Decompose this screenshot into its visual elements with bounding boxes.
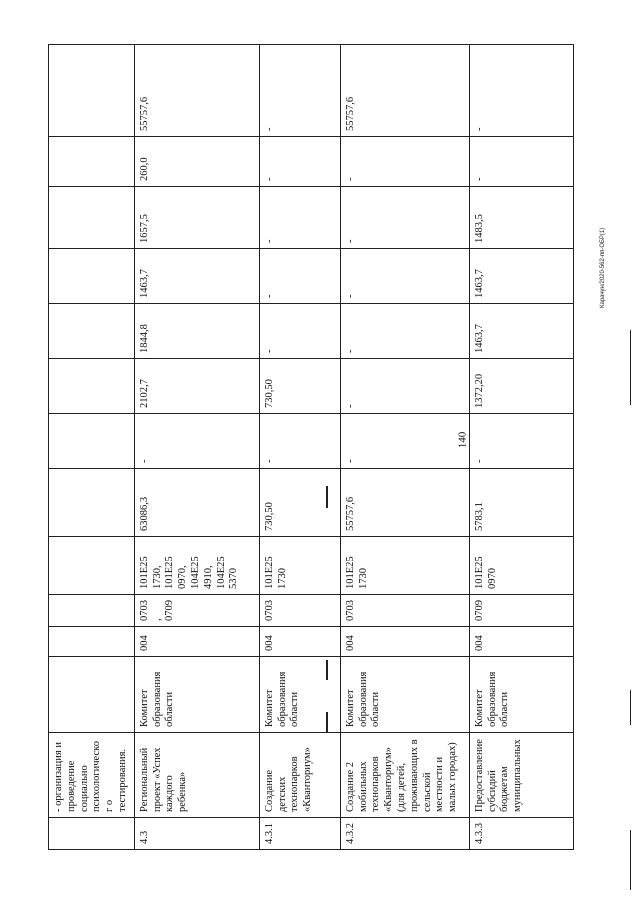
table-cell: - (259, 137, 340, 187)
binding-mark (326, 712, 328, 732)
table-cell: 1463,7 (469, 249, 573, 304)
table-cell: Региональный проект «Успех каждого ребенка» (134, 733, 259, 818)
table-cell: - (340, 187, 469, 249)
table-row (134, 45, 259, 850)
table-cell (49, 414, 135, 469)
table-cell: - (340, 249, 469, 304)
table-cell: 1463,7 (469, 304, 573, 359)
table-cell (49, 187, 135, 249)
table-row (340, 45, 469, 850)
table-cell: 004 (340, 627, 469, 657)
table-cell: - (340, 414, 469, 469)
table-cell: Создание 2 мобильных технопарков «Кванториум» (для детей, проживающих в сельской местности и малых городах) (340, 733, 469, 818)
table-cell: - (469, 137, 573, 187)
table-cell: 55757,6 (134, 45, 259, 137)
table-cell: 1657,5 (134, 187, 259, 249)
table-cell: - организация и проведение социально психологическог о тестирования. (49, 733, 135, 818)
table-cell (49, 249, 135, 304)
table-cell: - (340, 359, 469, 414)
table-cell: 004 (134, 627, 259, 657)
table-cell: - (134, 414, 259, 469)
table-cell: - (259, 187, 340, 249)
table-cell: - (340, 137, 469, 187)
table-cell: - (259, 414, 340, 469)
budget-table (48, 44, 574, 850)
table-cell: - (259, 304, 340, 359)
table-cell: 101Е25 1730 (340, 537, 469, 595)
table-cell: 0703 (340, 595, 469, 627)
table-cell: 004 (259, 627, 340, 657)
table-cell (49, 657, 135, 733)
binding-mark (630, 690, 631, 725)
table-cell: 1372,20 (469, 359, 573, 414)
binding-mark (630, 830, 631, 890)
table-cell: - (469, 45, 573, 137)
table-cell (49, 469, 135, 537)
binding-mark (630, 330, 631, 405)
table-cell: 5783,1 (469, 469, 573, 537)
table-cell: - (469, 414, 573, 469)
table-cell: 1844,8 (134, 304, 259, 359)
table-row (469, 45, 573, 850)
rotated-table-container (48, 45, 548, 850)
table-cell: 2102,7 (134, 359, 259, 414)
rotated-table-inner (48, 45, 548, 850)
table-cell (49, 45, 135, 137)
table-cell: 4.3.3 (469, 818, 573, 850)
table-cell: - (259, 249, 340, 304)
table-cell: 0703 (259, 595, 340, 627)
table-cell (49, 359, 135, 414)
table-cell: 4.3.1 (259, 818, 340, 850)
table-cell: Комитет образования области (469, 657, 573, 733)
table-row (259, 45, 340, 850)
binding-mark (326, 660, 328, 680)
table-cell: 0709 (469, 595, 573, 627)
table-cell (49, 537, 135, 595)
table-cell: 4.3 (134, 818, 259, 850)
table-cell (49, 595, 135, 627)
table-cell: Создание детских технопарков «Кванториум» (259, 733, 340, 818)
table-cell: 1463,7 (134, 249, 259, 304)
table-cell (49, 627, 135, 657)
table-cell (49, 304, 135, 359)
table-cell: 101Е25 1730, 101Е25 0970, 104Е25 4910, 104Е25 5370 (134, 537, 259, 595)
table-cell: 101Е25 1730 (259, 537, 340, 595)
table-cell: Предоставление субсидий бюджетам муниципальных (469, 733, 573, 818)
table-row (49, 45, 135, 850)
table-cell: Комитет образования области (134, 657, 259, 733)
document-id: Карачун/2020-562-пп-ОБР(1) (600, 227, 606, 308)
table-cell: - (340, 304, 469, 359)
table-cell (49, 818, 135, 850)
table-cell: 63086,3 (134, 469, 259, 537)
binding-mark (326, 486, 328, 508)
table-cell: - (259, 45, 340, 137)
table-cell: 55757,6 (340, 45, 469, 137)
table-cell: Комитет образования области (259, 657, 340, 733)
table-cell: 4.3.2 (340, 818, 469, 850)
table-cell: 101Е25 0970 (469, 537, 573, 595)
table-cell: 730,50 (259, 469, 340, 537)
table-cell: 0703, 0709 (134, 595, 259, 627)
table-cell (49, 137, 135, 187)
table-cell: Комитет образования области (340, 657, 469, 733)
table-cell: 55757,6 (340, 469, 469, 537)
table-cell: 1483,5 (469, 187, 573, 249)
table-cell: 260,0 (134, 137, 259, 187)
page-number: 140 (456, 431, 469, 449)
table-cell: 004 (469, 627, 573, 657)
table-cell: 730,50 (259, 359, 340, 414)
